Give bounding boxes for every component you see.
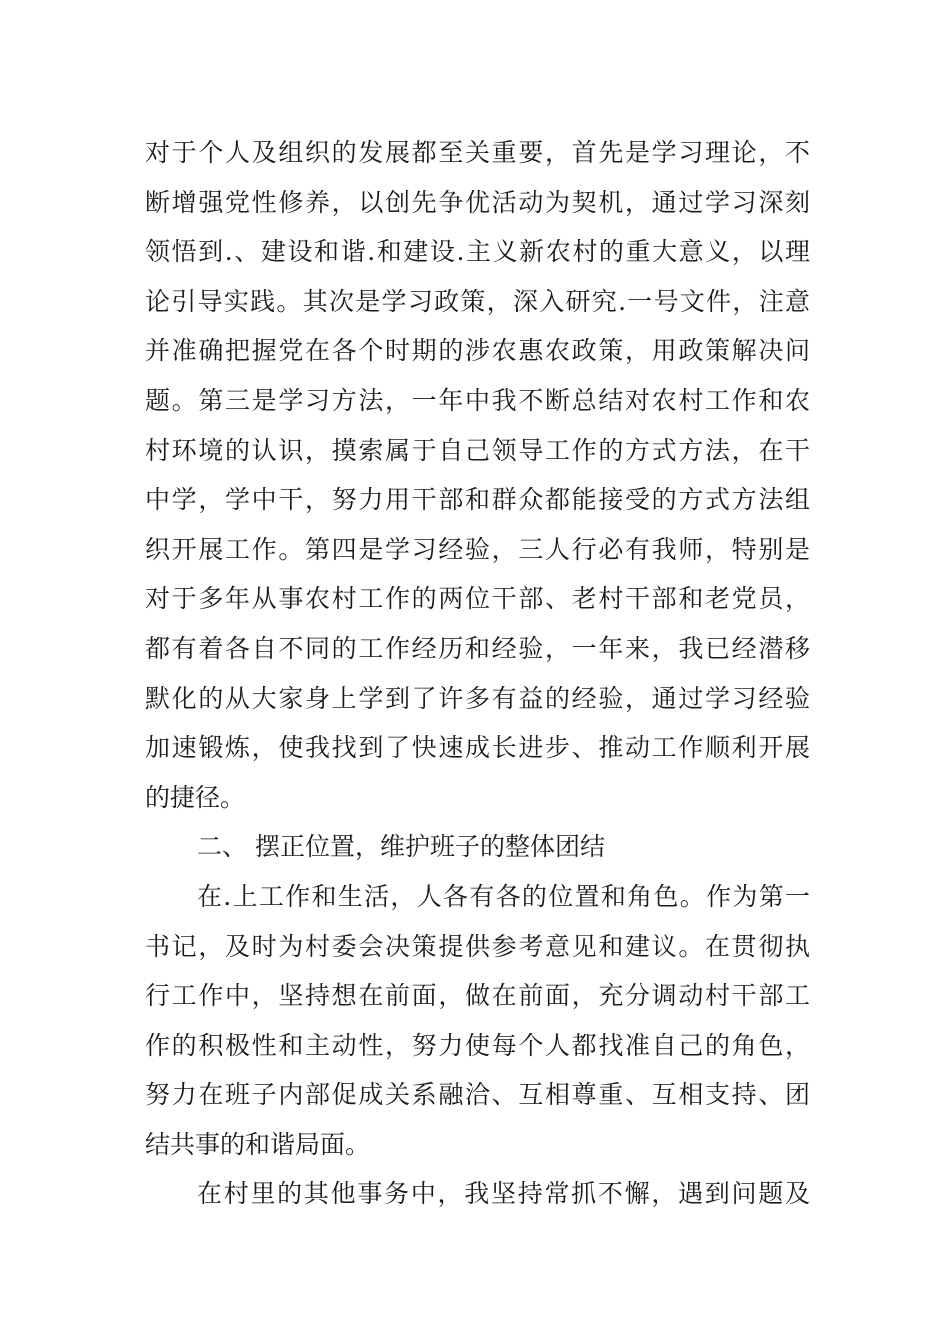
text-line: 中学，学中干，努力用干部和群众都能接受的方式方法组 [145, 485, 810, 515]
body-text [145, 128, 810, 1219]
text-line: 织开展工作。第四是学习经验，三人行必有我师，特别是 [145, 534, 810, 564]
text-line: 在村里的其他事务中，我坚持常抓不懈，遇到问题及 [197, 1179, 810, 1209]
text-line: 题。第三是学习方法，一年中我不断总结对农村工作和农 [145, 385, 810, 415]
text-line: 并准确把握党在各个时期的涉农惠农政策，用政策解决问 [145, 336, 810, 366]
text-line: 行工作中，坚持想在前面，做在前面，充分调动村干部工 [145, 981, 810, 1011]
text-line: 论引导实践。其次是学习政策，深入研究.一号文件，注意 [145, 286, 810, 316]
text-line: 村环境的认识，摸索属于自己领导工作的方式方法，在干 [145, 435, 810, 465]
text-line: 的捷径。 [145, 782, 246, 812]
text-line: 努力在班子内部促成关系融洽、互相尊重、互相支持、团 [145, 1080, 810, 1110]
text-line: 书记，及时为村委会决策提供参考意见和建议。在贯彻执 [145, 931, 810, 961]
text-line: 领悟到.、建设和谐.和建设.主义新农村的重大意义，以理 [145, 237, 810, 267]
text-line: 断增强党性修养，以创先争优活动为契机，通过学习深刻 [145, 187, 810, 217]
text-line: 加速锻炼，使我找到了快速成长进步、推动工作顺利开展 [145, 733, 810, 763]
text-line: 都有着各自不同的工作经历和经验，一年来，我已经潜移 [145, 633, 810, 663]
text-line: 默化的从大家身上学到了许多有益的经验，通过学习经验 [145, 683, 810, 713]
text-line: 在.上工作和生活，人各有各的位置和角色。作为第一 [197, 881, 810, 911]
text-line: 结共事的和谐局面。 [145, 1129, 371, 1159]
section-heading: 二、 摆正位置，维护班子的整体团结 [197, 832, 605, 862]
text-line: 作的积极性和主动性，努力使每个人都找准自己的角色， [145, 1030, 810, 1060]
text-line: 对于个人及组织的发展都至关重要，首先是学习理论，不 [145, 138, 810, 167]
text-line: 对于多年从事农村工作的两位干部、老村干部和老党员， [145, 584, 810, 614]
